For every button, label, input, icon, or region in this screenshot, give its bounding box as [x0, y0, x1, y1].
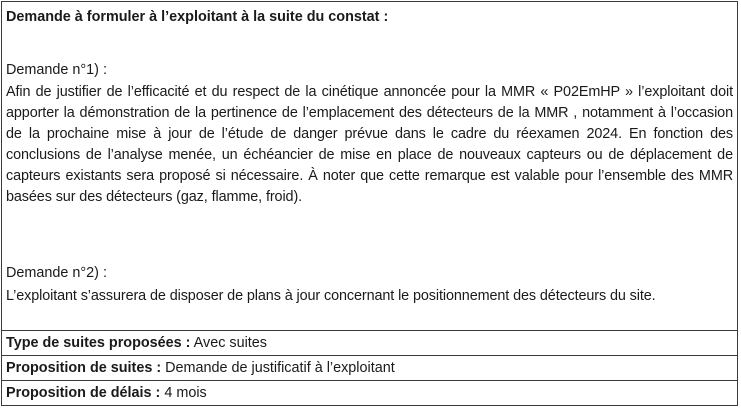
proposition-delais-row — [2, 381, 737, 405]
proposition-delais-label: Proposition de délais : — [6, 385, 161, 401]
type-suites-row — [2, 331, 737, 356]
demande-2-text: L’exploitant s’assurera de disposer de plans à jour concernant le positionnement des détecteurs du site. — [6, 288, 656, 304]
demande-2-label: Demande n°2) : — [6, 265, 107, 281]
demande-1-label: Demande n°1) : — [6, 62, 107, 78]
proposition-delais-value: 4 mois — [160, 385, 207, 401]
demande-1-text: Afin de justifier de l’efficacité et du respect de la cinétique annoncée pour la MMR « P02EmHP » l’exploitant doit apporter la démonstration de la pertinence de l’emplacement des détecteurs de la MMR , notamment à l’occasion de la prochaine mise à jour de l’étude de danger prévue dans le cadre du réexamen 2024. En fonction des conclusions de l’analyse menée, un échéancier de mise en place de nouveaux capteurs ou de déplacement de capteurs existants sera proposé si nécessaire. À noter que cette remarque est valable pour l’ensemble des MMR basées sur des détecteurs (gaz, flamme, froid). — [6, 84, 733, 205]
type-suites-label: Type de suites proposées : — [6, 335, 191, 351]
request-cell — [2, 2, 737, 331]
proposition-suites-row — [2, 356, 737, 381]
request-heading: Demande à formuler à l’exploitant à la suite du constat : — [6, 9, 389, 25]
type-suites-value: Avec suites — [190, 335, 267, 351]
proposition-suites-value: Demande de justificatif à l’exploitant — [161, 360, 395, 376]
proposition-suites-label: Proposition de suites : — [6, 360, 162, 376]
request-table — [1, 1, 738, 406]
